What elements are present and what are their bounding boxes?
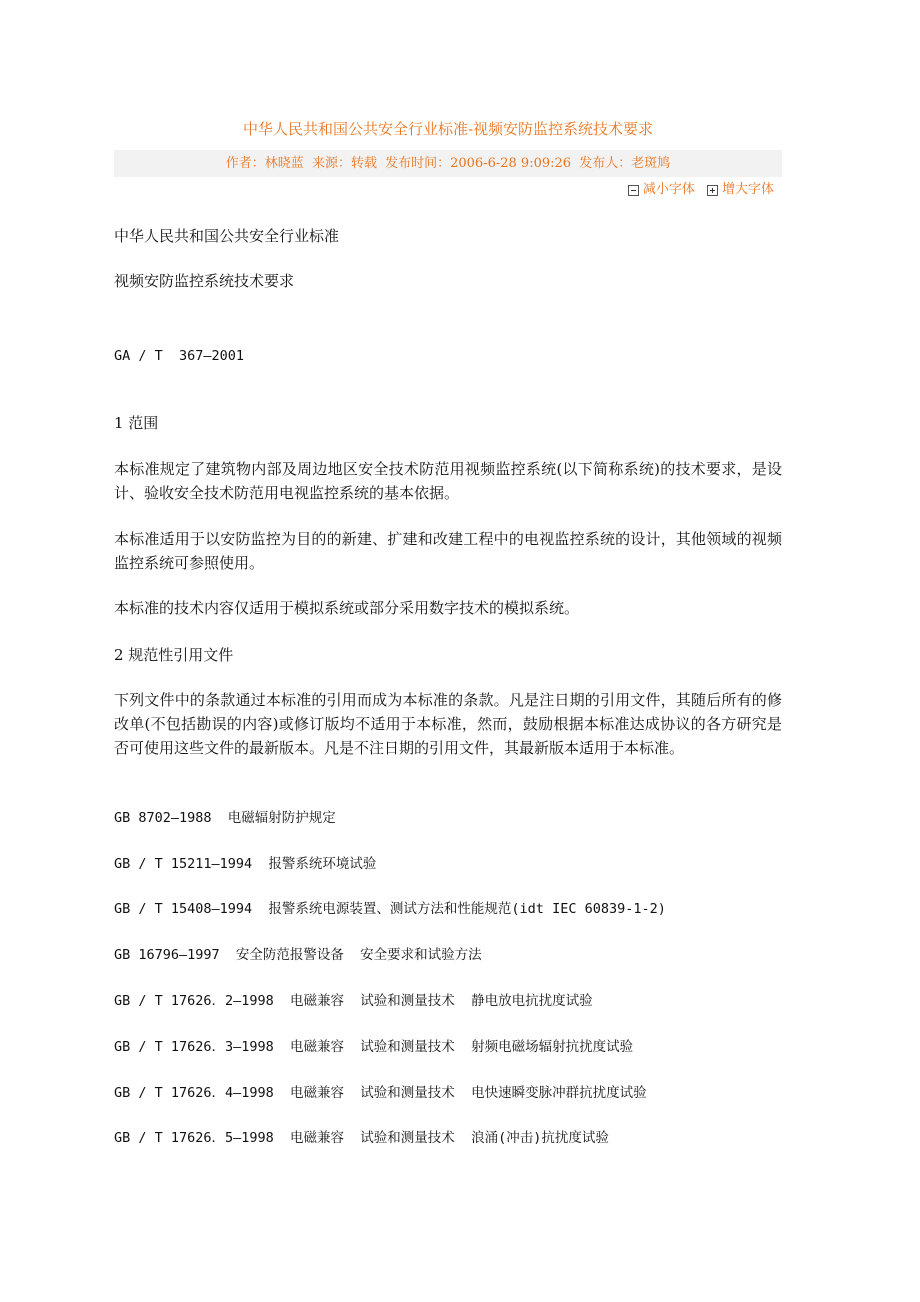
reference-item: GB / T 15408—1994 报警系统电源装置、测试方法和性能规范(idt IEC 60839-1-2) (114, 901, 666, 917)
standard-code: GA / T 367—2001 (114, 348, 245, 364)
meta-published: 发布时间：2006-6-28 9:09:26 (385, 156, 572, 171)
reference-item: GB / T 15211—1994 报警系统环境试验 (114, 856, 377, 872)
body-heading-2: 视频安防监控系统技术要求 (114, 272, 295, 290)
article-title: 中华人民共和国公共安全行业标准-视频安防监控系统技术要求 (242, 120, 654, 138)
paragraph-4: 下列文件中的条款通过本标准的引用而成为本标准的条款。凡是注日期的引用文件，其随后所有的修改单(不包括勘误的内容)或修订版均不适用于本标准，然而，鼓励根据本标准达成协议的各方研究是否可使用这些文件的最新版本。凡是不注日期的引用文件，其最新版本适用于本标准。 (114, 691, 782, 757)
reference-item: GB / T 17626．5—1998 电磁兼容 试验和测量技术 浪涌(冲击)抗扰度试验 (114, 1130, 609, 1146)
font-size-tools (620, 181, 774, 202)
minus-box-icon (628, 185, 639, 196)
paragraph-1: 本标准规定了建筑物内部及周边地区安全技术防范用视频监控系统(以下简称系统)的技术要求，是设计、验收安全技术防范用电视监控系统的基本依据。 (114, 460, 782, 502)
reference-item: GB / T 17626．3—1998 电磁兼容 试验和测量技术 射频电磁场辐射抗扰度试验 (114, 1039, 634, 1055)
meta-author: 作者：林晓蓝 (225, 156, 304, 171)
meta-publisher: 发布人：老斑鸠 (579, 156, 671, 171)
decrease-font-label: 减小字体 (642, 182, 695, 197)
paragraph-3: 本标准的技术内容仅适用于模拟系统或部分采用数字技术的模拟系统。 (114, 599, 580, 617)
section-heading-2: 2 规范性引用文件 (114, 646, 234, 664)
section-heading-1: 1 范围 (114, 414, 159, 432)
reference-item: GB 16796—1997 安全防范报警设备 安全要求和试验方法 (114, 947, 482, 963)
decrease-font-button[interactable] (628, 181, 695, 199)
paragraph-2: 本标准适用于以安防监控为目的的新建、扩建和改建工程中的电视监控系统的设计，其他领域的视频监控系统可参照使用。 (114, 530, 782, 572)
body-heading-1: 中华人民共和国公共安全行业标准 (114, 227, 340, 245)
increase-font-button[interactable] (707, 181, 774, 199)
reference-item: GB / T 17626．2—1998 电磁兼容 试验和测量技术 静电放电抗扰度试验 (114, 993, 593, 1009)
article-meta-bar (114, 150, 782, 177)
reference-item: GB / T 17626．4—1998 电磁兼容 试验和测量技术 电快速瞬变脉冲群抗扰度试验 (114, 1085, 647, 1101)
plus-box-icon (707, 185, 718, 196)
reference-item: GB 8702—1988 电磁辐射防护规定 (114, 810, 336, 826)
increase-font-label: 增大字体 (721, 182, 774, 197)
meta-source: 来源：转载 (311, 156, 377, 171)
